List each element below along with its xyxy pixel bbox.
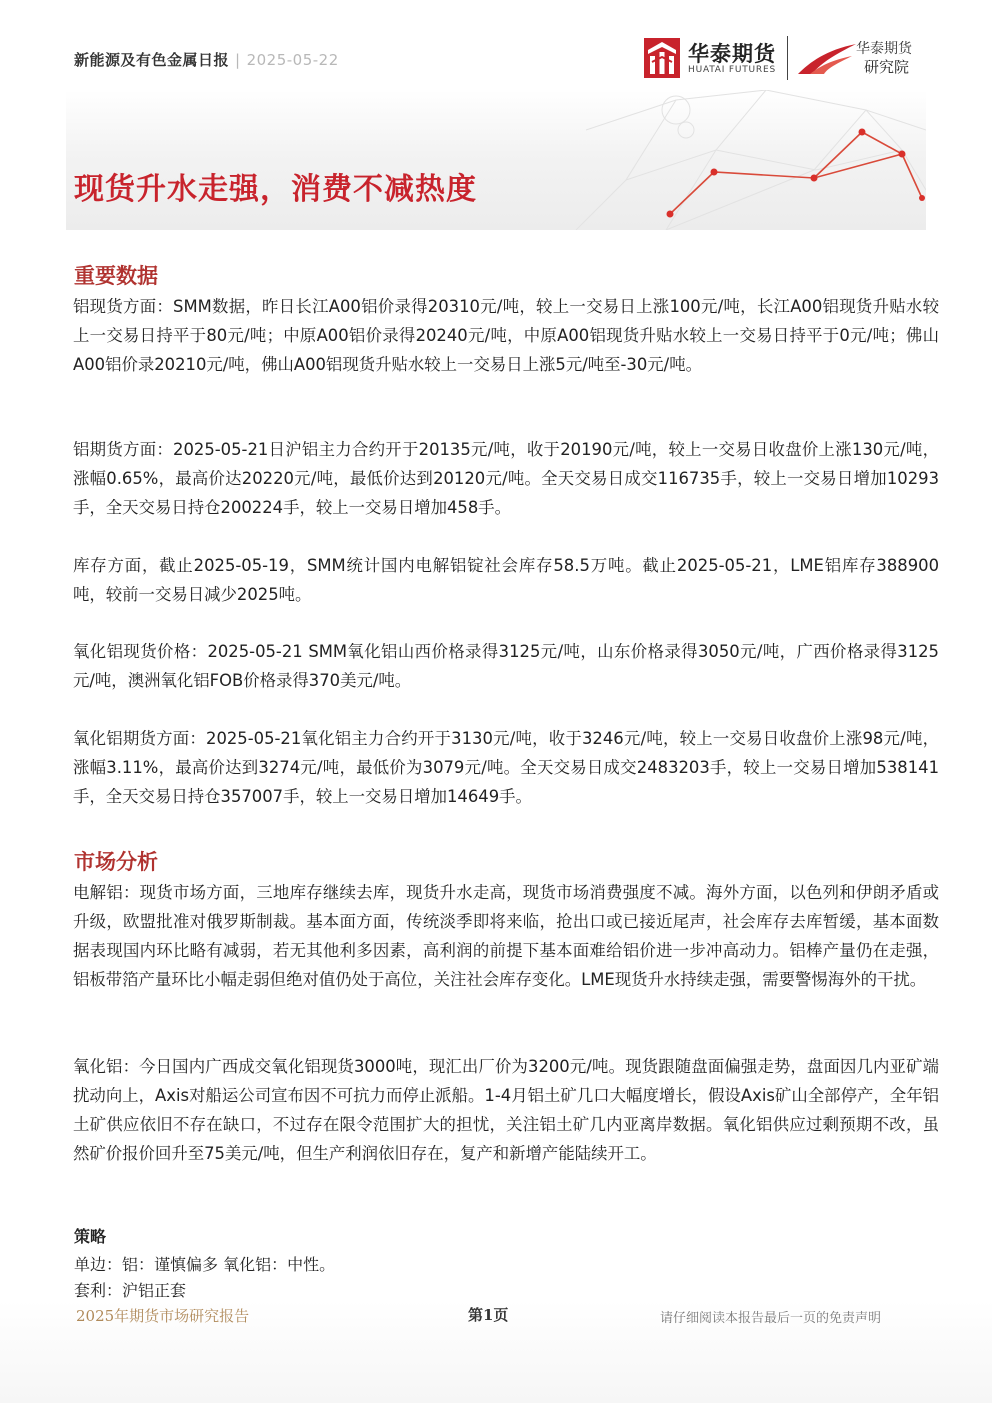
strategy-single-side: 单边：铝：谨慎偏多 氧化铝：中性。 <box>74 1255 336 1274</box>
huatai-logo-icon <box>644 38 680 78</box>
header-separator: | <box>235 51 241 69</box>
institute-name-line1: 华泰期货 <box>856 41 912 57</box>
header-banner <box>66 90 926 230</box>
section-title-market-analysis: 市场分析 <box>74 850 158 874</box>
report-type-line <box>74 49 339 70</box>
disclaimer-note: 请仔细阅读本报告最后一页的免责声明 <box>660 1311 882 1326</box>
logo-text-cn: 华泰期货 <box>688 42 776 66</box>
report-date: 2025-05-22 <box>246 51 339 69</box>
report-type: 新能源及有色金属日报 <box>74 51 230 69</box>
paragraph-electrolytic-aluminum: 电解铝：现货市场方面，三地库存继续去库，现货升水走高，现货市场消费强度不减。海外方面，以色列和伊朗矛盾或升级，欧盟批准对俄罗斯制裁。基本面方面，传统淡季即将来临，抢出口或已接近尾声，社会库存去库暂缓，基本面数据表现国内环比略有减弱，若无其他利多因素，高利润的前提下基本面难给铝价进一步冲高动力。铝棒产量仍在走强，铝板带箔产量环比小幅走弱但绝对值仍处于高位，关注社会库存变化。LME现货升水持续走强，需要警惕海外的干扰。 <box>73 883 939 989</box>
institute-name-line2: 研究院 <box>864 58 910 76</box>
paragraph-alumina-analysis: 氧化铝：今日国内广西成交氧化铝现货3000吨，现汇出厂价为3200元/吨。现货跟随盘面偏强走势，盘面因几内亚矿端扰动向上，Axis对船运公司宣布因不可抗力而停止派船。1-4月铝土矿几口大幅度增长，假设Axis矿山全部停产，全年铝土矿供应依旧不存在缺口，不过存在限令范围扩大的担忧，关注铝土矿几内亚离岸数据。氧化铝供应过剩预期不改，虽然矿价报价回升至75美元/吨，但生产利润依旧存在，复产和新增产能陆续开工。 <box>73 1057 939 1163</box>
strategy-arbitrage: 套利：沪铝正套 <box>74 1281 187 1300</box>
footer-report-name: 2025年期货市场研究报告 <box>76 1307 250 1325</box>
paragraph-inventory: 库存方面，截止2025-05-19，SMM统计国内电解铝锭社会库存58.5万吨。截止2025-05-21，LME铝库存388900吨，较前一交易日减少2025吨。 <box>73 556 939 604</box>
paragraph-aluminum-futures: 铝期货方面：2025-05-21日沪铝主力合约开于20135元/吨，收于20190元/吨，较上一交易日收盘价上涨130元/吨，涨幅0.65%，最高价达20220元/吨，最低价达到20120元/吨。全天交易日成交116735手，较上一交易日增加10293手，全天交易日持仓200224手，较上一交易日增加458手。 <box>73 440 939 517</box>
report-title: 现货升水走强，消费不减热度 <box>74 172 477 207</box>
logo-divider <box>787 36 788 80</box>
section-title-key-data: 重要数据 <box>74 264 158 288</box>
research-institute-logo <box>796 36 926 82</box>
page-number: 第1页 <box>468 1306 509 1324</box>
strategy-heading: 策略 <box>74 1227 107 1246</box>
paragraph-alumina-futures: 氧化铝期货方面：2025-05-21氧化铝主力合约开于3130元/吨，收于3246元/吨，较上一交易日收盘价上涨98元/吨，涨幅3.11%，最高价达到3274元/吨，最低价为3079元/吨。全天交易日成交2483203手，较上一交易日增加538141手，全天交易日持仓357007手，较上一交易日增加14649手。 <box>73 729 939 806</box>
paragraph-alumina-spot: 氧化铝现货价格：2025-05-21 SMM氧化铝山西价格录得3125元/吨，山东价格录得3050元/吨，广西价格录得3125元/吨，澳洲氧化铝FOB价格录得370美元/吨。 <box>73 642 939 690</box>
network-graphic <box>66 90 926 230</box>
institute-swoosh-icon <box>796 40 858 76</box>
paragraph-aluminum-spot: 铝现货方面：SMM数据，昨日长江A00铝价录得20310元/吨，较上一交易日上涨100元/吨，长江A00铝现货升贴水较上一交易日持平于80元/吨；中原A00铝价录得20240元/吨，中原A00铝现货升贴水较上一交易日持平于0元/吨；佛山A00铝价录20210元/吨，佛山A00铝现货升贴水较上一交易日上涨5元/吨至-30元/吨。 <box>73 297 939 374</box>
page-header <box>0 0 992 230</box>
logo-text-en: HUATAI FUTURES <box>688 65 776 75</box>
